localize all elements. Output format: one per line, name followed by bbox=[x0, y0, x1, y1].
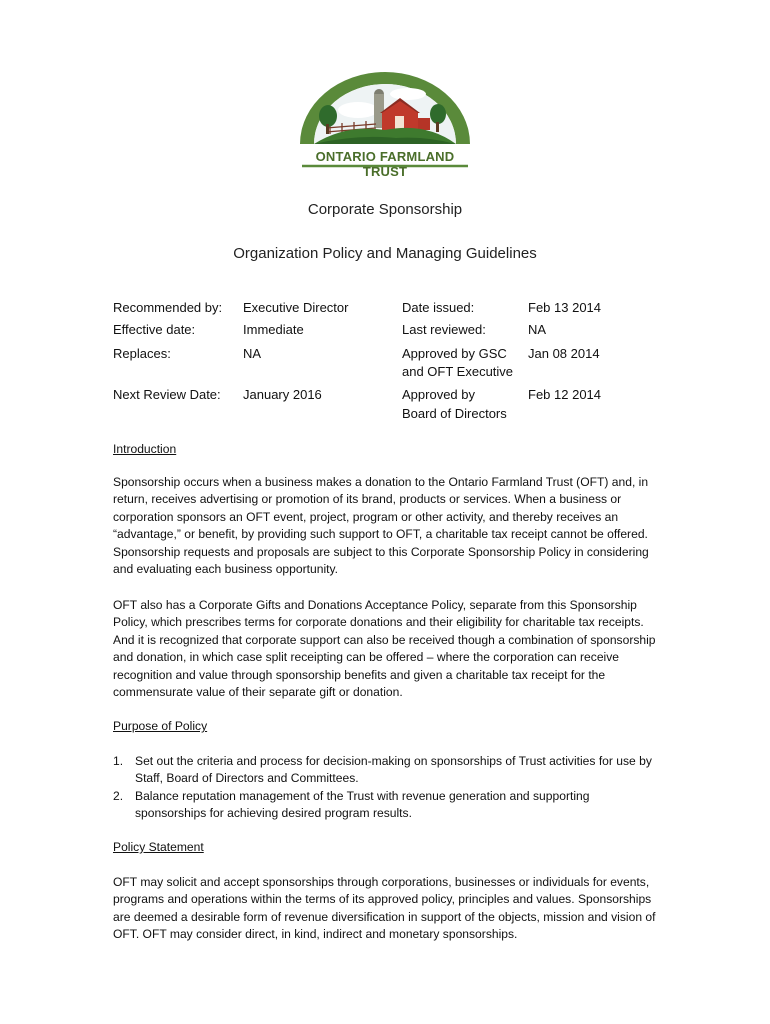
next-review-date-value: January 2016 bbox=[243, 387, 322, 402]
logo-wordmark: ONTARIO FARMLAND TRUST bbox=[315, 149, 455, 179]
date-issued-label: Date issued: bbox=[402, 300, 475, 315]
introduction-heading: Introduction bbox=[113, 442, 177, 456]
approved-gsc-label-line1: Approved by GSC bbox=[402, 346, 507, 361]
list-item bbox=[113, 753, 658, 788]
approved-gsc-label-line2: and OFT Executive bbox=[402, 364, 514, 379]
recommended-by-label: Recommended by: bbox=[113, 300, 223, 315]
replaces-label: Replaces: bbox=[113, 346, 171, 361]
approved-board-value: Feb 12 2014 bbox=[528, 387, 602, 402]
ontario-farmland-trust-logo bbox=[296, 72, 474, 179]
list-item bbox=[113, 788, 658, 823]
introduction-paragraph-1: Sponsorship occurs when a business makes a donation to the Ontario Farmland Trust (OFT) and, in return, receives advertising or promotion of its brand, products or services. When a business or corporation sponsors an OFT event, project, program or other activity, and thereby receives an “advantage,” or benefit, by providing such support to OFT, a charitable tax receipt cannot be offered. Sponsorship requests and proposals are subject to this Corporate Sponsorship Policy in considering and evaluating each business opportunity. bbox=[113, 475, 649, 577]
policy-statement-heading: Policy Statement bbox=[113, 840, 204, 854]
list-item-text: Balance reputation management of the Trust with revenue generation and supporting sponsorships for achieving desired program results. bbox=[135, 788, 590, 821]
introduction-paragraph-2: OFT also has a Corporate Gifts and Donations Acceptance Policy, separate from this Sponsorship Policy, which prescribes terms for corporate donations and their eligibility for charitable tax receipts. And it is recognized that corporate support can also be received though a combination of sponsorship and donation, in which case split receipting can be offered – where the corporation can receive recognition and value through sponsorship benefits and given a charitable tax receipt for the commensurate value of their separate gift or donation. bbox=[113, 598, 656, 700]
policy-statement-paragraph: OFT may solicit and accept sponsorships through corporations, businesses or individuals for events, programs and operations within the terms of its approved policy, principles and values. Sponsorships are deemed a desirable form of revenue diversification in support of the objects, mission and vision of OFT. OFT may consider direct, in kind, indirect and monetary sponsorships. bbox=[113, 875, 656, 942]
approved-board-label-line1: Approved by bbox=[402, 387, 475, 402]
approved-board-label-line2: Board of Directors bbox=[402, 406, 507, 421]
replaces-value: NA bbox=[243, 346, 262, 361]
list-item-text: Set out the criteria and process for decision-making on sponsorships of Trust activities for use by Staff, Board of Directors and Committees. bbox=[135, 754, 652, 786]
last-reviewed-value: NA bbox=[528, 322, 547, 337]
last-reviewed-label: Last reviewed: bbox=[402, 322, 486, 337]
list-item-number: 1. bbox=[113, 754, 124, 768]
recommended-by-value: Executive Director bbox=[243, 300, 349, 315]
approved-gsc-value: Jan 08 2014 bbox=[528, 346, 600, 361]
document-subtitle: Organization Policy and Managing Guidelines bbox=[233, 245, 537, 262]
purpose-list bbox=[113, 753, 658, 823]
purpose-heading: Purpose of Policy bbox=[113, 719, 208, 733]
effective-date-value: Immediate bbox=[243, 322, 304, 337]
next-review-date-label: Next Review Date: bbox=[113, 387, 221, 402]
effective-date-label: Effective date: bbox=[113, 322, 196, 337]
list-item-number: 2. bbox=[113, 788, 124, 803]
date-issued-value: Feb 13 2014 bbox=[528, 300, 602, 315]
document-title: Corporate Sponsorship bbox=[307, 201, 463, 218]
